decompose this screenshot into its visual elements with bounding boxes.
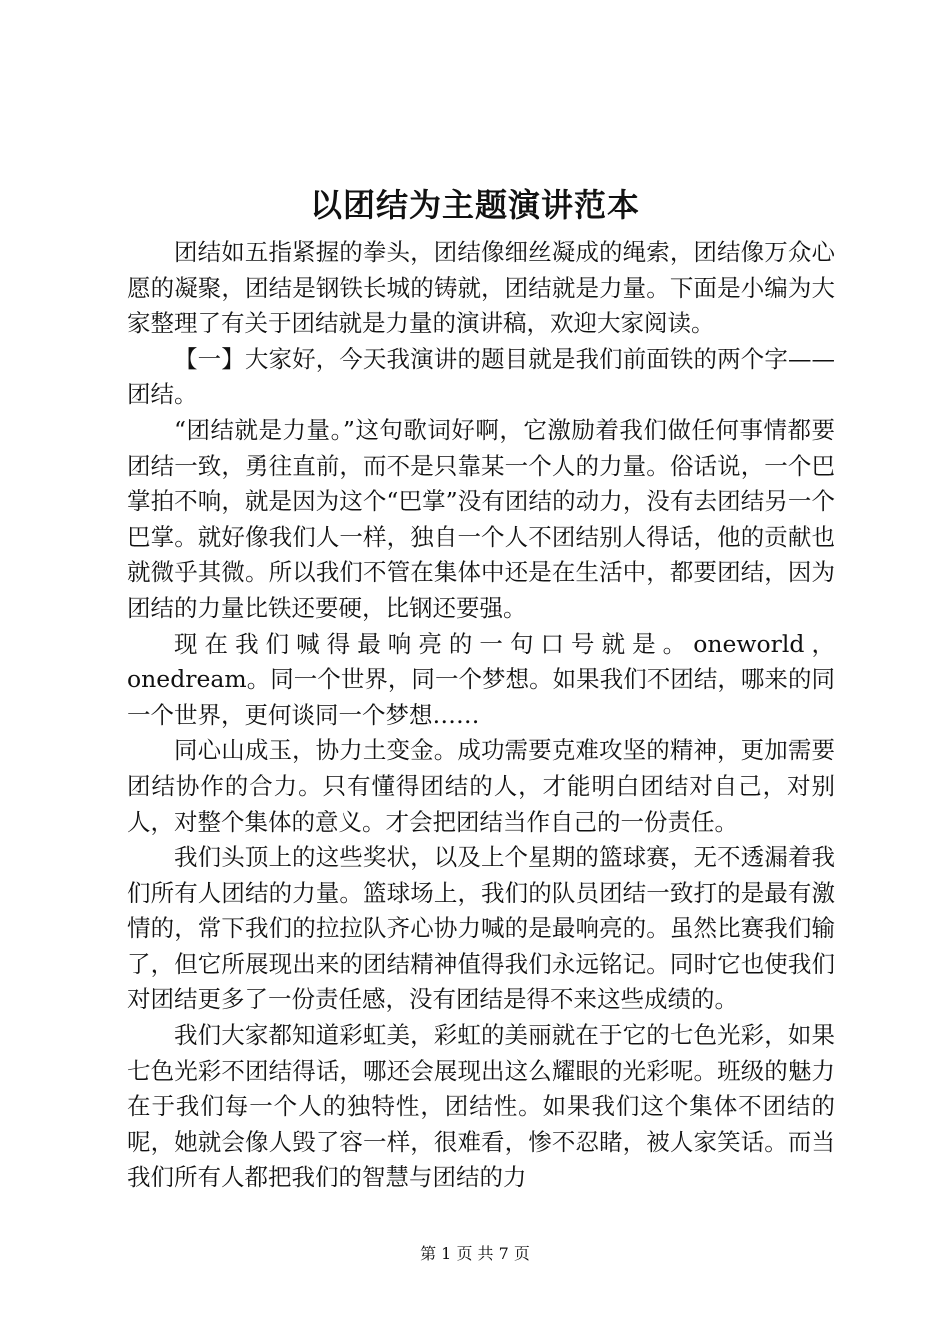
paragraph-rainbow: 我们大家都知道彩虹美，彩虹的美丽就在于它的七色光彩，如果七色光彩不团结得话，哪还会展现出这么耀眼的光彩呢。班级的魅力在于我们每一个人的独特性，团结性。如果我们这个集体不团结的呢，她就会像人毁了容一样，很难看，惨不忍睹，被人家笑话。而当我们所有人都把我们的智慧与团结的力 xyxy=(127,1021,835,1192)
page-footer: 第 1 页 共 7 页 xyxy=(420,1244,530,1263)
paragraph-intro: 团结如五指紧握的拳头，团结像细丝凝成的绳索，团结像万众心愿的凝聚，团结是钢铁长城的铸就，团结就是力量。下面是小编为大家整理了有关于团结就是力量的演讲稿，欢迎大家阅读。 xyxy=(127,238,835,338)
paragraph-basketball: 我们头顶上的这些奖状，以及上个星期的篮球赛，无不透漏着我们所有人团结的力量。篮球场上，我们的队员团结一致打的是最有激情的，常下我们的拉拉队齐心协力喊的是最响亮的。虽然比赛我们输了，但它所展现出来的团结精神值得我们永远铭记。同时它也使我们对团结更多了一份责任感，没有团结是得不来这些成绩的。 xyxy=(127,843,835,1014)
document-title: 以团结为主题演讲范本 xyxy=(309,186,640,224)
paragraph-slogan: 现在我们喊得最响亮的一句口号就是。oneworld，onedream。同一个世界，同一个梦想。如果我们不团结，哪来的同一个世界，更何谈同一个梦想…… xyxy=(127,629,835,729)
paragraph-section-one: 【一】大家好，今天我演讲的题目就是我们前面铁的两个字——团结。 xyxy=(127,344,835,409)
paragraph-cooperation: 同心山成玉，协力土变金。成功需要克难攻坚的精神，更加需要团结协作的合力。只有懂得团结的人，才能明白团结对自己，对别人，对整个集体的意义。才会把团结当作自己的一份责任。 xyxy=(127,736,835,836)
document-body xyxy=(127,235,835,1196)
paragraph-unity-power: “团结就是力量。”这句歌词好啊，它激励着我们做任何事情都要团结一致，勇往直前，而不是只靠某一个人的力量。俗话说，一个巴掌拍不响，就是因为这个“巴掌”没有团结的动力，没有去团结另一个巴掌。就好像我们人一样，独自一个人不团结别人得话，他的贡献也就微乎其微。所以我们不管在集体中还是在生活中，都要团结，因为团结的力量比铁还要硬，比钢还要强。 xyxy=(127,415,835,622)
